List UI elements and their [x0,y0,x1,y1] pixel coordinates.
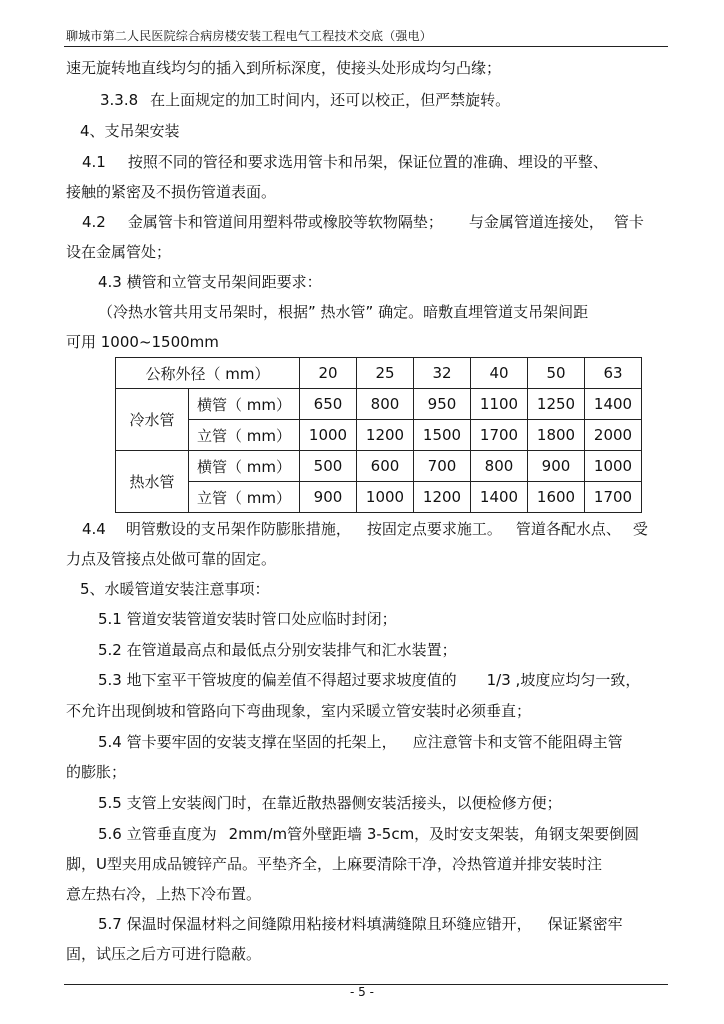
clause-text: 保证紧密牢 [547,915,623,933]
table-row [116,358,642,389]
row-label: 横管（ mm） [189,451,300,482]
table-cell: 1000 [585,451,642,482]
clause-text: 受 [632,520,648,538]
paragraph-line [100,90,510,110]
table-cell: 650 [300,389,357,420]
clause-number: 4.2 [82,213,106,231]
clause-text: 应注意管卡和支管不能阻碍主管 [412,733,623,751]
paragraph-line: 速无旋转地直线均匀的插入到所标深度，使接头处形成均匀凸缘； [66,59,502,77]
table-header-cell: 32 [414,358,471,389]
table-cell: 1250 [528,389,585,420]
paragraph-line [82,212,644,232]
table-cell: 700 [414,451,471,482]
paragraph-line: 固，试压之后方可进行隐蔽。 [66,945,262,963]
table-cell: 2000 [585,420,642,451]
clause-number: 3.3.8 [100,91,139,109]
table-header-cell: 63 [585,358,642,389]
table-cell: 1000 [300,420,357,451]
clause-text: 5.3 地下室平干管坡度的偏差值不得超过要求坡度值的 [98,671,457,689]
clause-number: 4.1 [82,153,106,171]
paragraph-line: 5.2 在管道最高点和最低点分别安装排气和汇水装置； [98,641,457,659]
clause-text: 明管敷设的支吊架作防膨胀措施， [125,520,351,538]
clause-text: 1/3 ,坡度应均匀一致， [486,671,641,689]
paragraph-line: 意左热右冷，上热下冷布置。 [66,885,262,903]
section-heading: 5、水暖管道安装注意事项： [80,580,270,598]
clause-text: 与金属管道连接处， [468,213,604,231]
paragraph-line: 5.1 管道安装管道安装时管口处应临时封闭； [98,610,397,628]
table-header-cell: 40 [471,358,528,389]
table-cell: 500 [300,451,357,482]
table-cell: 800 [357,389,414,420]
table-cell: 1600 [528,482,585,513]
table-cell: 600 [357,451,414,482]
support-spacing-table [115,357,642,513]
row-label: 横管（ mm） [189,389,300,420]
table-cell: 900 [528,451,585,482]
paragraph-line: 可用 1000~1500mm [66,333,219,351]
table-header-label: 公称外径（ mm） [116,358,300,389]
page-number: - 5 - [350,985,374,999]
page-header: 聊城市第二人民医院综合病房楼安装工程电气工程技术交底（强电） [66,29,433,43]
table-row [116,451,642,482]
table-cell: 1800 [528,420,585,451]
paragraph-line: （冷热水管共用支吊架时，根据” 热水管” 确定。暗敷直埋管道支吊架间距 [98,303,589,321]
clause-text: 5.7 保温时保温材料之间缝隙用粘接材料填满缝隙且环缝应错开， [98,915,532,933]
paragraph-line: 不允许出现倒坡和管路向下弯曲现象，室内采暖立管安装时必须垂直； [66,702,532,720]
table-header-cell: 25 [357,358,414,389]
paragraph-line: 的膨胀； [66,763,127,781]
clause-text: 管卡 [613,213,644,231]
paragraph-line [98,670,640,690]
clause-text: 金属管卡和管道间用塑料带或橡胶等软物隔垫； [127,213,443,231]
clause-text: 按固定点要求施工。 [366,520,502,538]
table-cell: 1100 [471,389,528,420]
paragraph-line [98,732,623,752]
row-label: 立管（ mm） [189,482,300,513]
paragraph-line [82,152,608,172]
paragraph-line: 设在金属管处； [66,243,172,261]
clause-text: 按照不同的管径和要求选用管卡和吊架，保证位置的准确、埋设的平整、 [127,153,608,171]
table-cell: 1400 [585,389,642,420]
table-header-cell: 50 [528,358,585,389]
clause-text: 在上面规定的加工时间内，还可以校正，但严禁旋转。 [150,91,511,109]
pipe-group-label: 热水管 [116,451,189,513]
paragraph-line: 力点及管接点处做可靠的固定。 [66,550,277,568]
table-cell: 1700 [585,482,642,513]
table-cell: 1500 [414,420,471,451]
paragraph-line: 4.3 横管和立管支吊架间距要求： [98,273,322,291]
clause-text: 5.4 管卡要牢固的安装支撑在坚固的托架上， [98,733,397,751]
paragraph-line: 接触的紧密及不损伤管道表面。 [66,183,277,201]
paragraph-line [82,519,648,539]
table-cell: 950 [414,389,471,420]
table-row [116,420,642,451]
table-row [116,482,642,513]
table-cell: 1200 [357,420,414,451]
clause-text: 管道各配水点、 [515,520,621,538]
table-cell: 1700 [471,420,528,451]
pipe-group-label: 冷水管 [116,389,189,451]
table-cell: 1000 [357,482,414,513]
paragraph-line [98,824,639,844]
header-divider [64,46,668,47]
table-cell: 800 [471,451,528,482]
table-cell: 1200 [414,482,471,513]
paragraph-line: 脚，U型夹用成品镀锌产品。平垫齐全，上麻要清除干净，冷热管道并排安装时注 [66,855,602,873]
table-cell: 900 [300,482,357,513]
paragraph-line: 5.5 支管上安装阀门时，在靠近散热器侧安装活接头，以便检修方便； [98,794,562,812]
clause-text: 2mm/m管外壁距墙 3-5cm，及时安支架装，角钢支架要倒圆 [228,825,640,843]
section-heading: 4、支吊架安装 [80,122,180,140]
table-header-cell: 20 [300,358,357,389]
table-cell: 1400 [471,482,528,513]
clause-number: 4.4 [82,520,106,538]
table-row [116,389,642,420]
row-label: 立管（ mm） [189,420,300,451]
clause-text: 5.6 立管垂直度为 [98,825,217,843]
paragraph-line [98,914,623,934]
